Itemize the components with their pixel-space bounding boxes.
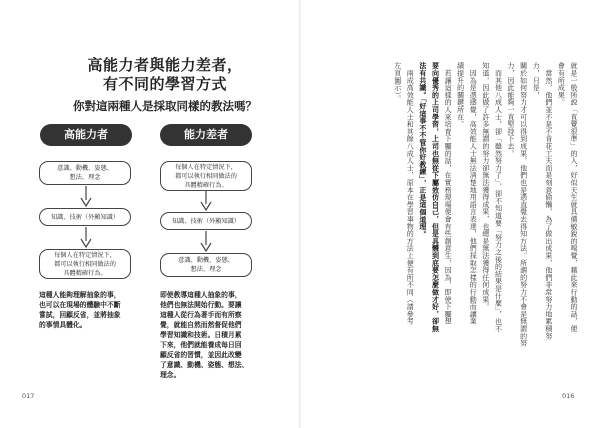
high-box-knowledge: 知識、技術（外顯知識） [39,208,131,226]
text-column: 就是一般所說「直覺很準」的人，好似天生就具備敏銳的嗅覺，藉此來行動的話，便 [570,62,578,333]
low-ability-header: 能力差者 [160,124,252,146]
body-text-vertical [318,62,580,352]
high-box-mindset: 意識、動機、姿態、 想法、理念 [39,161,131,185]
high-description: 這種人能夠理解抽象的事， 也可以在現場的體驗中不斷 嘗試，回顧反省，並將抽象 的事情具體化。 [39,291,121,329]
low-box-behavior: 每個人在特定情況下， 都可以執行相同做法的 具體精確行為。 [160,161,252,191]
text-column: 兩成高效能人士和其餘八成人士，原本在學習事物的方法上便有所不同（請參考 [406,62,415,325]
page-gutter [299,0,301,428]
text-column: 法有共識。「好這事不不管你好教練」，正是這個道理。 [418,62,427,238]
text-column: 左頁圖示）。 [393,62,402,103]
low-description: 即使教導這種人抽象的事， 他們也無法開始行動。要讓 這種人從行為著手而有所察 覺，就能自然而然督促他們 學習知識和技術。日積月累 下來，他們就能養成每日回 顧反省的習慣，並因此改變 了意識、動機、姿態、想法、 理念。 [160,291,249,379]
high-ability-header: 高能力者 [40,124,132,146]
diagram-subtitle: 你對這兩種人是採取同樣的教法嗎？ [73,99,257,113]
text-column: 而其他八成人士，卻「雖然努力了」，卻不知道要「努力之後的結果是什麼」，也不 [494,62,503,333]
low-box-mindset: 意識、動機、姿態、 想法、理念 [160,253,252,277]
high-arrow-1 [78,186,94,208]
right-page-number: 016 [562,392,575,400]
text-column: 要向優秀的上司學習，上司也無從下屬效仿自己，但是具體到底要怎麼做才好，卻無 [431,62,440,333]
text-column: 若讓這樣的人來培育下屬的話，在實務現場便會有些創意生，因為，即使下屬想 [444,62,453,325]
text-column: 知道，因此做了許多無謂的努力卻無法獲得成果，也總是無法獲得任何成果。 [481,62,490,311]
left-page-number: 017 [22,392,35,400]
text-column: 力，因此能夠一直堅持下去。 [507,62,516,157]
text-column: 績提升的關鍵所在。 [456,62,465,128]
high-arrow-2 [78,227,94,249]
low-arrow-2 [198,231,214,253]
text-column: 會有所成果。 [557,62,566,106]
low-arrow-1 [198,190,214,212]
text-column: 當然，他們並不是不肯花工夫而是刻意偷懶，為了做出成果，他們非常努力地累積努力，只是， [532,62,553,340]
high-box-behavior: 每個人在特定情況下， 都可以執行相同做法的 具體精確行為。 [39,249,131,279]
text-column: 因為是憑感覺，高效能人士無法清楚地用語言表達，他們採取怎樣的行動而讓業 [469,62,478,325]
diagram-title: 高能力者與能力差者， 有不同的學習方式 [87,56,243,93]
low-box-knowledge: 知識、技術（外顯知識） [160,212,252,230]
text-column: 關於如何努力才可以得到成果，他們也是憑直覺去得知方法。所謂的努力不會是無謂的努 [519,62,528,347]
